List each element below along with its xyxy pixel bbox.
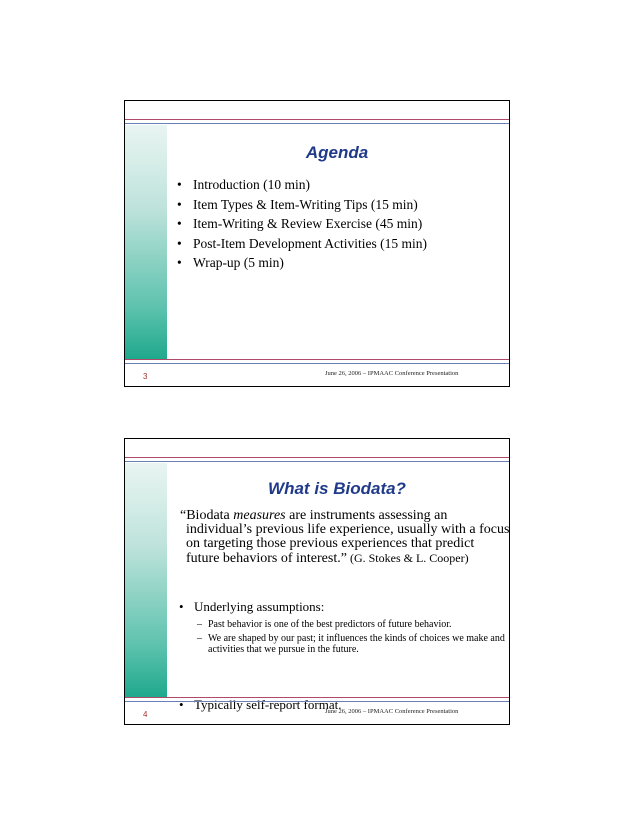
footer-text: June 26, 2006 – IPMAAC Conference Presentation <box>325 370 459 377</box>
slide-number: 3 <box>143 372 148 381</box>
assumptions-sublist <box>197 619 507 658</box>
bullet-format: • Typically self-report format. <box>179 697 341 713</box>
slide-3 <box>124 100 510 387</box>
quote-open: “Biodata <box>180 508 234 523</box>
quote-emphasis: measures <box>233 508 286 523</box>
sub-item: – Past behavior is one of the best predictors of future behavior. <box>197 619 507 630</box>
side-gradient-band <box>125 463 167 698</box>
agenda-item: • Introduction (10 min) <box>175 175 427 195</box>
agenda-item: • Item Types & Item-Writing Tips (15 min) <box>175 195 427 215</box>
header-rule <box>125 457 509 462</box>
slide-number: 4 <box>143 710 148 719</box>
footer-text: June 26, 2006 – IPMAAC Conference Presentation <box>325 708 459 715</box>
footer-rule <box>125 359 509 364</box>
slide-title: What is Biodata? <box>268 479 406 498</box>
slide-title: Agenda <box>305 143 369 162</box>
agenda-item: • Wrap-up (5 min) <box>175 253 427 273</box>
quote-rest: are instruments assessing an individual’s previous life experience, usually with a focus on targeting those previous experiences that predict future behaviors of interest.” <box>186 508 510 566</box>
quote-citation: (G. Stokes & L. Cooper) <box>346 551 469 565</box>
side-gradient-band <box>125 125 167 360</box>
footer-rule <box>125 697 509 702</box>
agenda-item: • Post-Item Development Activities (15 min) <box>175 234 427 254</box>
agenda-item: • Item-Writing & Review Exercise (45 min) <box>175 214 427 234</box>
sub-item: – We are shaped by our past; it influences the kinds of choices we make and activities that we pursue in the future. <box>197 633 507 655</box>
agenda-list <box>175 175 427 273</box>
slide-4 <box>124 438 510 725</box>
header-rule <box>125 119 509 124</box>
bullet-assumptions: • Underlying assumptions: <box>179 599 324 615</box>
biodata-definition-quote <box>180 509 510 566</box>
